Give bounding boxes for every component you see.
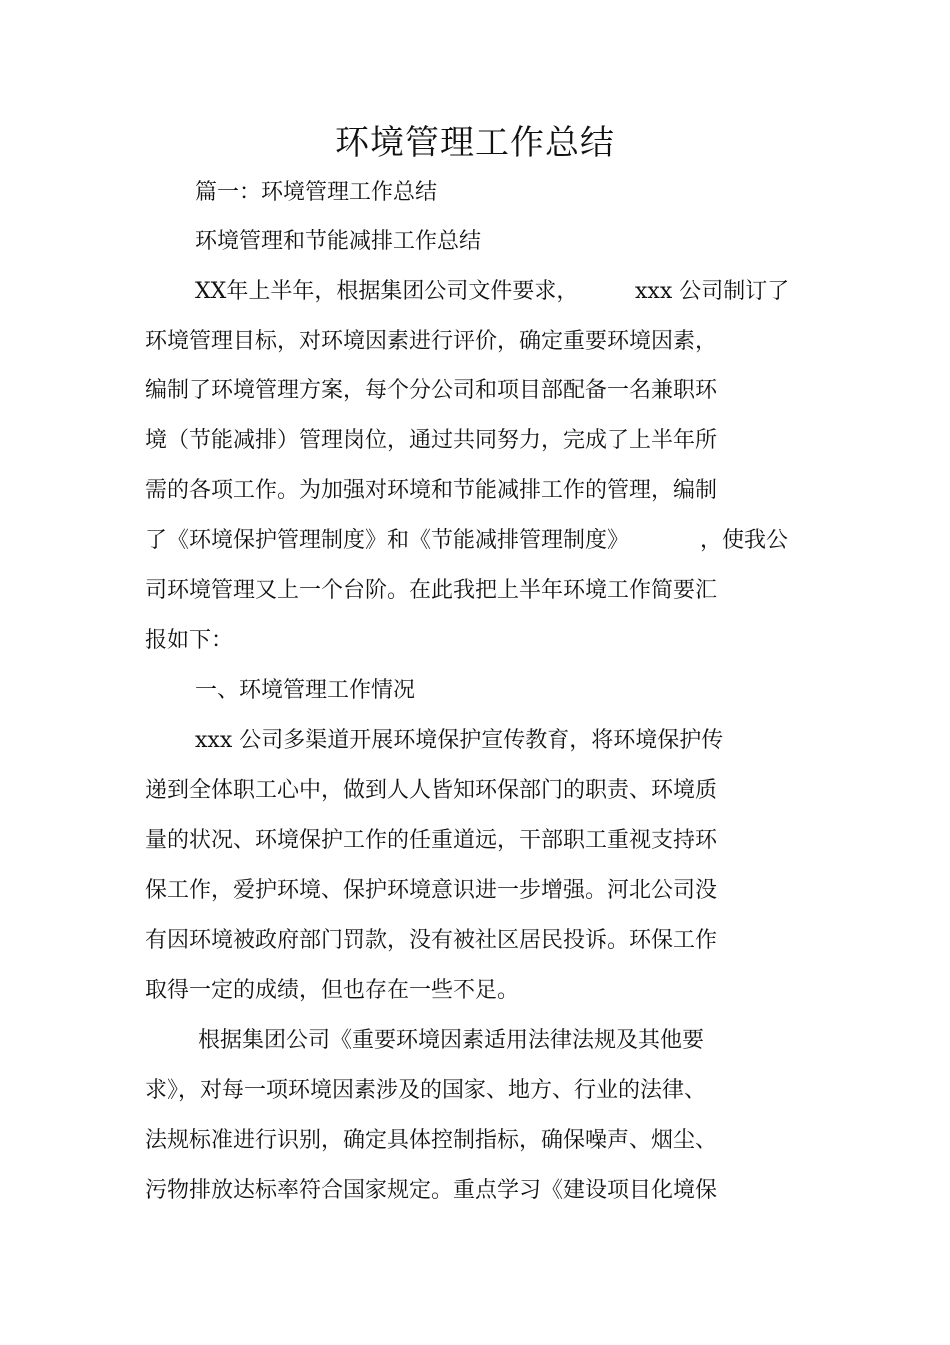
para-2-line-3: 量的状况、环境保护工作的任重道远，干部职工重视支持环 bbox=[145, 828, 718, 853]
para-2-line-1: xxx 公司多渠道开展环境保护宣传教育，将环境保护传 bbox=[195, 728, 724, 753]
para-1-line-6-tail: ，使我公 bbox=[700, 528, 789, 553]
para-1-line-4: 境（节能减排）管理岗位，通过共同努力，完成了上半年所 bbox=[145, 428, 718, 453]
para-3-line-4: 污物排放达标率符合国家规定。重点学习《建设项目化境保 bbox=[145, 1178, 718, 1203]
para-2-line-6: 取得一定的成绩，但也存在一些不足。 bbox=[145, 978, 520, 1003]
para-1-line-5: 需的各项工作。为加强对环境和节能减排工作的管理，编制 bbox=[145, 478, 718, 503]
para-1-line-8: 报如下： bbox=[145, 628, 234, 653]
para-2-line-2: 递到全体职工心中，做到人人皆知环保部门的职责、环境质 bbox=[145, 778, 718, 803]
para-1-line-2: 环境管理目标，对环境因素进行评价，确定重要环境因素， bbox=[145, 329, 718, 354]
para-3-line-3: 法规标准进行识别，确定具体控制指标，确保噪声、烟尘、 bbox=[145, 1128, 718, 1153]
para-1-line-6: 了《环境保护管理制度》和《节能减排管理制度》 bbox=[145, 528, 630, 553]
para-3-line-1: 根据集团公司《重要环境因素适用法律法规及其他要 bbox=[198, 1028, 705, 1053]
section-1-heading: 一、环境管理工作情况 bbox=[195, 678, 416, 703]
subtitle-2: 环境管理和节能减排工作总结 bbox=[195, 229, 482, 254]
para-2-line-4: 保工作，爱护环境、保护环境意识进一步增强。河北公司没 bbox=[145, 878, 718, 903]
para-2-line-5: 有因环境被政府部门罚款，没有被社区居民投诉。环保工作 bbox=[145, 928, 718, 953]
subtitle-1: 篇一：环境管理工作总结 bbox=[195, 180, 438, 205]
document-title: 环境管理工作总结 bbox=[335, 123, 615, 163]
para-1-line-1-tail: xxx 公司制订了 bbox=[635, 279, 790, 304]
para-3-line-2: 求》，对每一项环境因素涉及的国家、地方、行业的法律、 bbox=[145, 1078, 707, 1103]
para-1-line-7: 司环境管理又上一个台阶。在此我把上半年环境工作简要汇 bbox=[145, 578, 718, 603]
para-1-line-1 bbox=[195, 275, 578, 309]
para-1-line-3: 编制了环境管理方案，每个分公司和项目部配备一名兼职环 bbox=[145, 378, 718, 403]
para-1-line-1-text: XX年上半年，根据集团公司文件要求， bbox=[195, 279, 579, 304]
